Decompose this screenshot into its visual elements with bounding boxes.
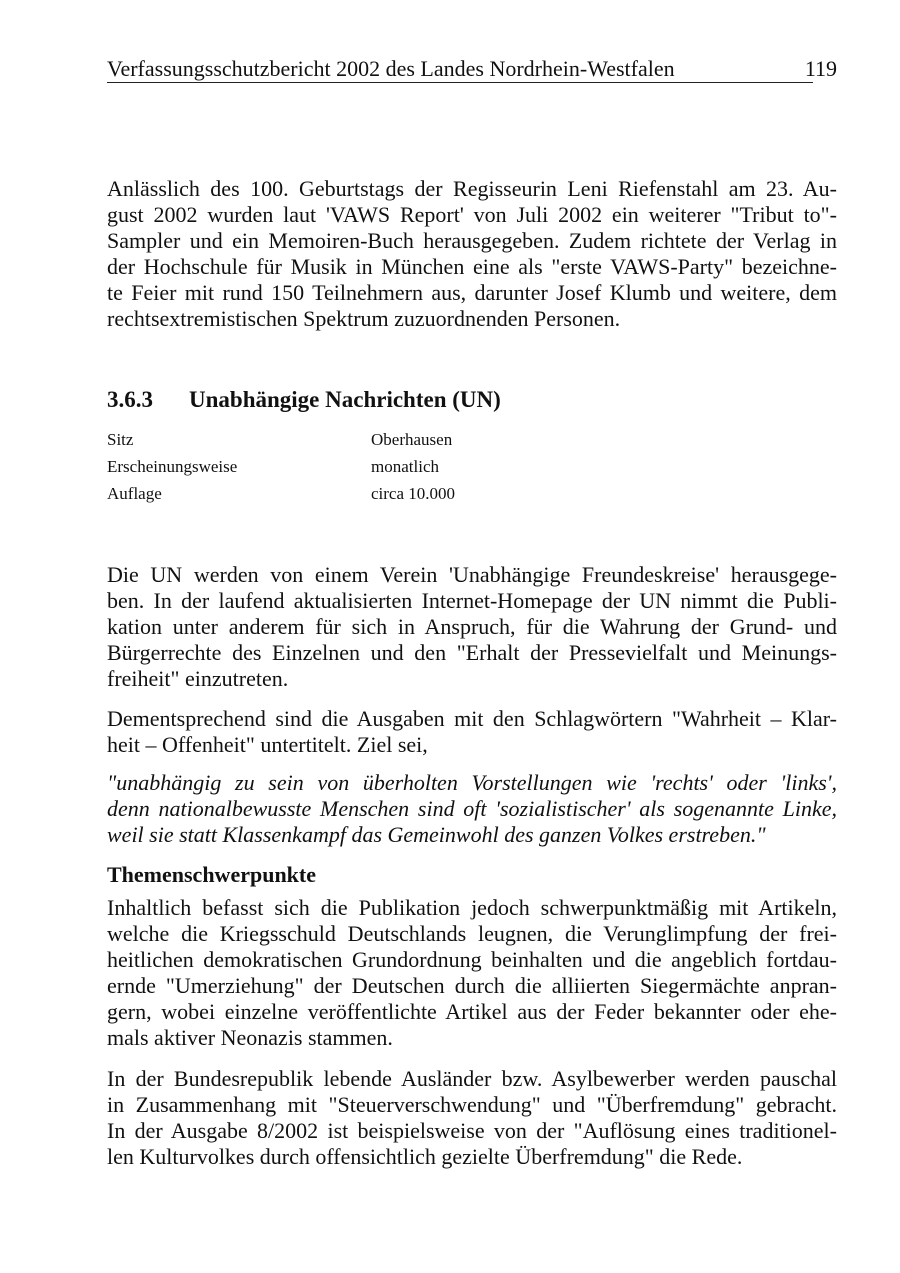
paragraph-line: freiheit" einzutreten. (107, 666, 289, 691)
paragraph-line: Anlässlich des 100. Geburtstags der Regisseurin Leni Riefenstahl am 23. Au- (107, 176, 837, 201)
paragraph-line: ben. In der laufend aktualisierten Internet-Homepage der UN nimmt die Publi- (107, 588, 837, 613)
paragraph-line: kation unter anderem für sich in Anspruch, für die Wahrung der Grund- und (107, 614, 837, 639)
paragraph-line: gust 2002 wurden laut 'VAWS Report' von Juli 2002 ein weiterer "Tribut to"- (107, 202, 837, 227)
paragraph-line: Die UN werden von einem Verein 'Unabhängige Freundeskreise' herausgege- (107, 562, 837, 587)
paragraph-2 (107, 706, 837, 758)
quote-line: "unabhängig zu sein von überholten Vorstellungen wie 'rechts' oder 'links', (107, 770, 837, 795)
meta-label: Erscheinungsweise (107, 457, 238, 476)
paragraph-line: der Hochschule für Musik in München eine als "erste VAWS-Party" bezeichne- (107, 254, 837, 279)
paragraph-line: welche die Kriegsschuld Deutschlands leugnen, die Verunglimpfung der frei- (107, 921, 837, 946)
paragraph-line: ernde "Umerziehung" der Deutschen durch die alliierten Siegermächte anpran- (107, 973, 837, 998)
paragraph-line: gern, wobei einzelne veröffentlichte Artikel aus der Feder bekannter oder ehe- (107, 999, 837, 1024)
running-header (107, 56, 837, 84)
paragraph-line: Sampler und ein Memoiren-Buch herausgegeben. Zudem richtete der Verlag in (107, 228, 837, 253)
paragraph-line: Inhaltlich befasst sich die Publikation jedoch schwerpunktmäßig mit Artikeln, (107, 895, 837, 920)
subheading: Themenschwerpunkte (107, 862, 317, 887)
paragraph-line: Dementsprechend sind die Ausgaben mit den Schlagwörtern "Wahrheit – Klar- (107, 706, 837, 731)
page-number: 119 (804, 56, 837, 81)
paragraph-line: mals aktiver Neonazis stammen. (107, 1025, 393, 1050)
paragraph-line: In der Ausgabe 8/2002 ist beispielsweise von der "Auflösung eines traditionel- (107, 1118, 837, 1143)
meta-label: Sitz (107, 430, 134, 449)
paragraph-line: Bürgerrechte des Einzelnen und den "Erhalt der Pressevielfalt und Meinungs- (107, 640, 837, 665)
section-title: Unabhängige Nachrichten (UN) (189, 387, 501, 412)
paragraph-line: heit – Offenheit" untertitelt. Ziel sei, (107, 732, 428, 757)
paragraph-line: te Feier mit rund 150 Teilnehmern aus, darunter Josef Klumb und weitere, dem (107, 280, 837, 305)
paragraph-4 (107, 1066, 837, 1170)
paragraph-line: rechtsextremistischen Spektrum zuzuordnenden Personen. (107, 306, 621, 331)
paragraph-line: heitlichen demokratischen Grundordnung beinhalten und die angeblich fortdau- (107, 947, 837, 972)
paragraph-line: in Zusammenhang mit "Steuerverschwendung" und "Überfremdung" gebracht. (107, 1092, 837, 1117)
paragraph-3 (107, 895, 837, 1051)
section-heading (107, 386, 501, 414)
paragraph-1 (107, 562, 837, 692)
paragraph-line: len Kulturvolkes durch offensichtlich gezielte Überfremdung" die Rede. (107, 1144, 743, 1169)
meta-value: circa 10.000 (371, 484, 456, 503)
quote-line: denn nationalbewusste Menschen sind oft 'sozialistischer' als sogenannte Linke, (107, 796, 837, 821)
paragraph-line: In der Bundesrepublik lebende Ausländer bzw. Asylbewerber werden pauschal (107, 1066, 837, 1091)
meta-value: monatlich (371, 457, 439, 476)
intro-paragraph (107, 176, 837, 332)
meta-label: Auflage (107, 484, 162, 503)
header-rule (107, 82, 813, 83)
quote-line: weil sie statt Klassenkampf das Gemeinwohl des ganzen Volkes erstreben." (107, 822, 766, 847)
section-number: 3.6.3 (107, 387, 153, 412)
header-title: Verfassungsschutzbericht 2002 des Landes Nordrhein-Westfalen (107, 56, 675, 81)
quote-block (107, 770, 837, 848)
meta-value: Oberhausen (371, 430, 453, 449)
